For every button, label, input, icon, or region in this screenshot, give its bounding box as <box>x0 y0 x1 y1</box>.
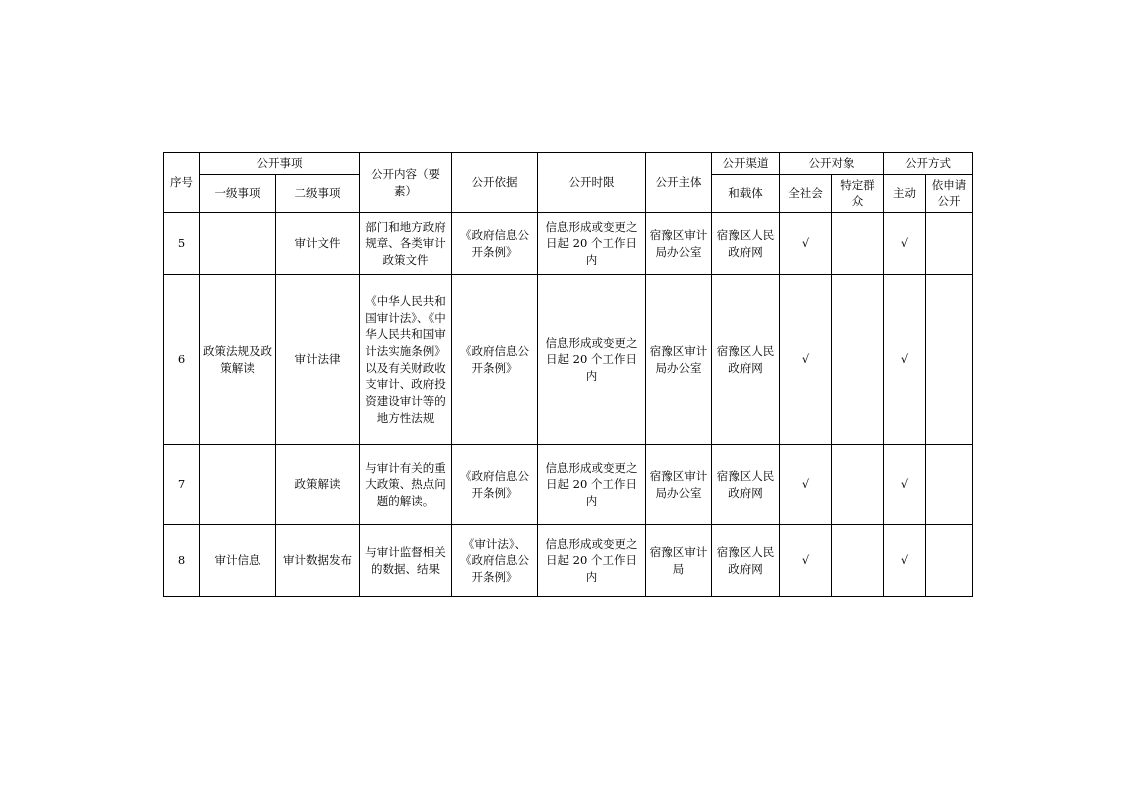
cell-channel: 宿豫区人民政府网 <box>712 275 780 445</box>
table-row <box>164 213 973 275</box>
cell-content: 《中华人民共和国审计法》、《中华人民共和国审计法实施条例》以及有关财政收支审计、政府投资建设审计等的地方性法规 <box>360 275 452 445</box>
cell-time-limit: 信息形成或变更之日起 20 个工作日内 <box>538 445 646 525</box>
table-body <box>164 213 973 597</box>
header-method-active: 主动 <box>884 174 926 212</box>
cell-channel: 宿豫区人民政府网 <box>712 525 780 597</box>
cell-subject: 宿豫区审计局办公室 <box>646 275 712 445</box>
cell-level2: 审计文件 <box>276 213 360 275</box>
cell-basis: 《政府信息公开条例》 <box>452 445 538 525</box>
cell-content: 部门和地方政府规章、各类审计政策文件 <box>360 213 452 275</box>
table-header-row-1 <box>164 153 973 175</box>
public-disclosure-table-container <box>163 152 966 597</box>
cell-object-all: √ <box>780 525 832 597</box>
cell-level1: 政策法规及政策解读 <box>200 275 276 445</box>
cell-time-limit: 信息形成或变更之日起 20 个工作日内 <box>538 275 646 445</box>
cell-channel: 宿豫区人民政府网 <box>712 213 780 275</box>
cell-method-active: √ <box>884 445 926 525</box>
cell-object-all: √ <box>780 445 832 525</box>
header-method-apply: 依申请公开 <box>926 174 973 212</box>
cell-level1: 审计信息 <box>200 525 276 597</box>
cell-method-active: √ <box>884 275 926 445</box>
cell-channel: 宿豫区人民政府网 <box>712 445 780 525</box>
cell-basis: 《政府信息公开条例》 <box>452 213 538 275</box>
table-header <box>164 153 973 213</box>
header-object-specific: 特定群众 <box>832 174 884 212</box>
table-row <box>164 275 973 445</box>
header-content: 公开内容（要素） <box>360 153 452 213</box>
cell-level1 <box>200 445 276 525</box>
header-public-matters: 公开事项 <box>200 153 360 175</box>
cell-object-specific <box>832 213 884 275</box>
header-channel-group: 公开渠道 <box>712 153 780 175</box>
cell-method-active: √ <box>884 213 926 275</box>
cell-basis: 《政府信息公开条例》 <box>452 275 538 445</box>
cell-seq: 8 <box>164 525 200 597</box>
header-object-group: 公开对象 <box>780 153 884 175</box>
cell-seq: 6 <box>164 275 200 445</box>
cell-basis: 《审计法》、《政府信息公开条例》 <box>452 525 538 597</box>
cell-method-apply <box>926 445 973 525</box>
header-level1: 一级事项 <box>200 174 276 212</box>
cell-time-limit: 信息形成或变更之日起 20 个工作日内 <box>538 525 646 597</box>
cell-object-specific <box>832 525 884 597</box>
cell-subject: 宿豫区审计局办公室 <box>646 445 712 525</box>
cell-object-specific <box>832 445 884 525</box>
cell-seq: 7 <box>164 445 200 525</box>
cell-object-specific <box>832 275 884 445</box>
cell-subject: 宿豫区审计局 <box>646 525 712 597</box>
cell-level2: 政策解读 <box>276 445 360 525</box>
cell-object-all: √ <box>780 275 832 445</box>
header-level2: 二级事项 <box>276 174 360 212</box>
cell-method-active: √ <box>884 525 926 597</box>
public-disclosure-table <box>163 152 973 597</box>
cell-object-all: √ <box>780 213 832 275</box>
cell-seq: 5 <box>164 213 200 275</box>
table-row <box>164 525 973 597</box>
cell-subject: 宿豫区审计局办公室 <box>646 213 712 275</box>
header-subject: 公开主体 <box>646 153 712 213</box>
cell-level2: 审计法律 <box>276 275 360 445</box>
cell-time-limit: 信息形成或变更之日起 20 个工作日内 <box>538 213 646 275</box>
cell-level1 <box>200 213 276 275</box>
header-object-all: 全社会 <box>780 174 832 212</box>
header-basis: 公开依据 <box>452 153 538 213</box>
table-row <box>164 445 973 525</box>
cell-content: 与审计有关的重大政策、热点问题的解读。 <box>360 445 452 525</box>
cell-method-apply <box>926 275 973 445</box>
header-time-limit: 公开时限 <box>538 153 646 213</box>
cell-level2: 审计数据发布 <box>276 525 360 597</box>
cell-method-apply <box>926 525 973 597</box>
header-seq: 序号 <box>164 153 200 213</box>
header-channel-carrier: 和载体 <box>712 174 780 212</box>
header-method-group: 公开方式 <box>884 153 973 175</box>
cell-content: 与审计监督相关的数据、结果 <box>360 525 452 597</box>
cell-method-apply <box>926 213 973 275</box>
